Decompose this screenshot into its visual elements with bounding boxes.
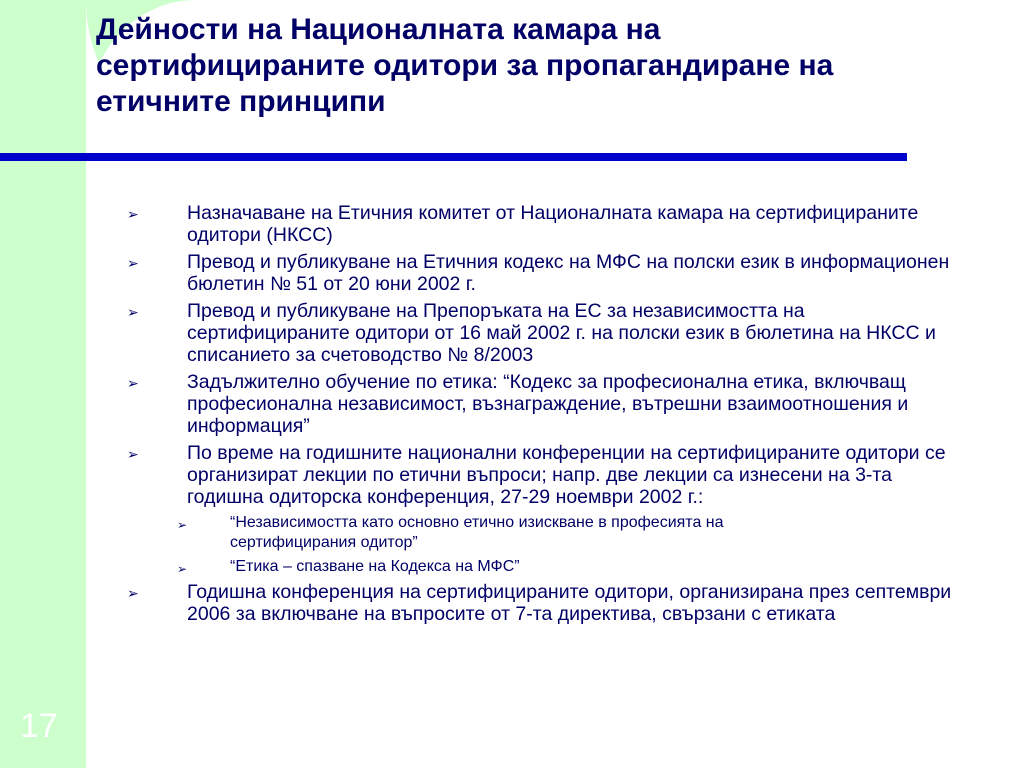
- bullet-list: [0, 202, 1024, 630]
- arrowhead-bullet-icon: ➢: [177, 562, 188, 576]
- bullet-text: Превод и публикуване на Препоръката на ЕС за независимостта на сертифицираните одитори от 16 май 2002 г. на полски език в бюлетина на НКСС и списанието за счетоводство № 8/2003: [187, 300, 936, 366]
- arrowhead-bullet-icon: ➢: [127, 206, 139, 222]
- arrowhead-bullet-icon: ➢: [127, 255, 139, 271]
- bullet-item: [0, 251, 967, 295]
- bullet-text: Задължително обучение по етика: “Кодекс за професионална етика, включващ професионална независимост, възнаграждение, вътрешни взаимоотношения и информация”: [187, 371, 909, 437]
- bullet-item: [0, 442, 967, 508]
- arrowhead-bullet-icon: ➢: [177, 518, 188, 532]
- bullet-item: [0, 371, 967, 437]
- sub-bullet-item: [0, 557, 850, 577]
- bullet-item: [0, 300, 967, 366]
- bullet-text: Превод и публикуване на Етичния кодекс на МФС на полски език в информационен бюлетин № 51 от 20 юни 2002 г.: [187, 251, 950, 295]
- bullet-item: [0, 581, 967, 625]
- bullet-item: [0, 202, 967, 246]
- bullet-text: По време на годишните национални конференции на сертифицираните одитори се организират лекции по етични въпроси; напр. две лекции са изнесени на 3-та годишна одиторска конференция, 27-29 ноември 2002 г.:: [187, 442, 946, 508]
- slide-title: Дейности на Националната камара на сертифицираните одитори за пропагандиране на етичните принципи: [96, 13, 834, 118]
- arrowhead-bullet-icon: ➢: [127, 585, 139, 601]
- sub-bullet-text: “Независимостта като основно етично изискване в професията на сертифицирания одитор”: [230, 514, 724, 551]
- sub-bullet-item: [0, 513, 850, 553]
- bullet-text: Назначаване на Етичния комитет от Националната камара на сертифицираните одитори (НКСС): [187, 202, 919, 246]
- page-number: 17: [20, 707, 58, 745]
- arrowhead-bullet-icon: ➢: [127, 446, 139, 462]
- bullet-text: Годишна конференция на сертифицираните одитори, организирана през септември 2006 за включване на въпросите от 7-та директива, свързани с етиката: [187, 581, 952, 625]
- sub-bullet-text: “Етика – спазване на Кодекса на МФС”: [230, 558, 520, 575]
- arrowhead-bullet-icon: ➢: [127, 375, 139, 391]
- arrowhead-bullet-icon: ➢: [127, 304, 139, 320]
- title-divider: [0, 153, 907, 161]
